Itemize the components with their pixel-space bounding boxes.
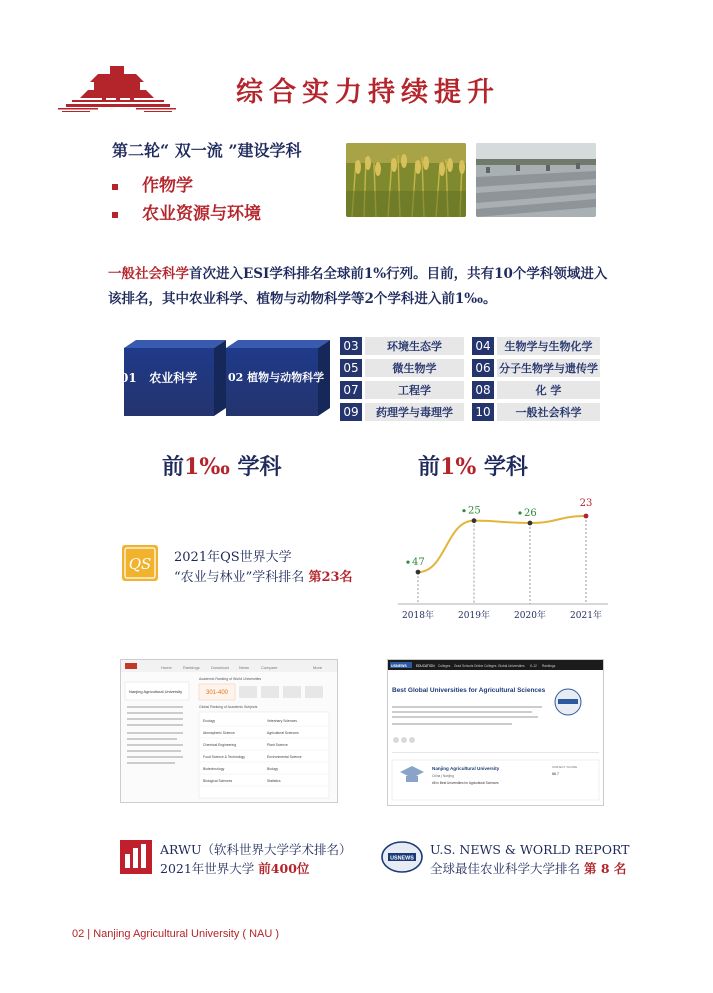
bullet-icon (112, 212, 118, 218)
double-first-class-heading: 第二轮“ 双一流 ”建设学科 (112, 141, 302, 160)
label-suffix: 学科 (476, 454, 528, 480)
usnews-heading: Best Global Universities for Agricultural Sciences (392, 687, 546, 694)
usnews-nav-item: EDUCATION (416, 664, 435, 668)
university-gate-logo (58, 60, 176, 114)
arwu-subject-heading: Global Ranking of Academic Subjects (199, 705, 258, 709)
top-permille-item (228, 369, 324, 385)
usnews-rank: 第 8 名 (584, 861, 627, 876)
usnews-line2-text: 全球最佳农业科学大学排名 (430, 861, 581, 876)
arwu-subject: Plant Science (267, 743, 288, 747)
label-suffix: 学科 (229, 454, 282, 480)
usnews-entry-rank: #8 in Best Universities for Agricultural Sciences (432, 781, 499, 785)
arwu-subject: Food Science & Technology (203, 755, 245, 759)
arwu-subject: Atmospheric Science (203, 731, 235, 735)
qs-logo (122, 545, 158, 581)
arwu-tab: More (313, 665, 323, 670)
label-marker (406, 561, 409, 564)
qs-line2 (174, 568, 353, 588)
item-number: 01 (120, 371, 137, 385)
usnews-nav-item: K-12 (530, 664, 537, 668)
usnews-brand: USNEWS (391, 664, 407, 668)
data-label: 26 (524, 508, 537, 520)
data-point (584, 514, 589, 519)
qs-line1: 2021年QS世界大学 (174, 550, 292, 565)
arwu-line1: ARWU（软科世界大学学术排名） (160, 842, 352, 857)
x-tick-label: 2019年 (458, 611, 490, 621)
qs-ranking-text (174, 548, 353, 588)
item-number: 07 (340, 381, 362, 399)
data-point (528, 521, 533, 526)
data-label: 23 (579, 498, 593, 509)
label-number: 1‰ (184, 454, 230, 480)
research-facility-photo (476, 143, 596, 217)
item-number: 04 (472, 337, 494, 355)
usnews-entry-name: Nanjing Agricultural University (432, 766, 500, 771)
top-percent-item (472, 337, 600, 355)
usnews-nav-item: Global Universities (498, 664, 525, 668)
usnews-ranking-text (430, 840, 630, 878)
arwu-screenshot-image (121, 660, 337, 802)
qs-logo-mark (122, 545, 158, 581)
qs-rank-line-chart (388, 492, 618, 626)
arwu-subject: Biotechnology (203, 767, 225, 771)
discipline-name: 农业资源与环境 (142, 204, 261, 224)
item-number: 09 (340, 403, 362, 421)
arwu-tab: Rankings (183, 665, 200, 670)
arwu-subject: Ecology (203, 719, 216, 723)
label-prefix: 前 (162, 454, 185, 480)
x-tick-label: 2020年 (514, 611, 546, 621)
discipline-name: 作物学 (142, 176, 193, 196)
label-number: 1% (440, 454, 477, 480)
usnews-score: 86.7 (552, 772, 559, 776)
arwu-subject: Biological Sciences (203, 779, 233, 783)
label-marker (518, 511, 521, 514)
usnews-score-label: SUBJECT SCORE (552, 765, 578, 769)
arwu-subject: Environmental Science (267, 755, 302, 759)
top-percent-item (340, 337, 464, 355)
page-title: 综合实力持续提升 (236, 77, 500, 108)
x-tick-label: 2021年 (570, 611, 602, 621)
top-percent-item (340, 403, 464, 421)
chart-grid (398, 516, 608, 604)
arwu-logo (120, 840, 152, 874)
x-tick-label: 2018年 (402, 611, 434, 621)
arwu-line2-text: 2021年世界大学 (160, 861, 255, 876)
top-percent-item (472, 381, 600, 399)
arwu-subject: Statistics (267, 779, 281, 783)
item-name: 药理学与毒理学 (365, 403, 464, 421)
usnews-line1: U.S. NEWS & WORLD REPORT (430, 842, 630, 857)
esi-lead: 一般社会科学 (108, 266, 189, 282)
usnews-entry-location: China | Nanjing (432, 774, 454, 778)
item-number: 06 (472, 359, 494, 377)
arwu-subject: Veterinary Sciences (267, 719, 297, 723)
top-permille-label (162, 450, 281, 481)
usnews-line2 (430, 859, 630, 878)
data-label: 25 (468, 505, 481, 517)
qs-line2-text: “农业与林业”学科排名 (174, 570, 305, 585)
arwu-tab: News (239, 665, 250, 670)
item-number: 05 (340, 359, 362, 377)
usnews-badge-logo (380, 840, 424, 874)
arwu-rank-caption: Academic Ranking of World Universities (199, 677, 262, 681)
top-permille-item (120, 369, 197, 386)
arwu-rank: 前400位 (258, 861, 310, 876)
arwu-tab: Compare (261, 665, 278, 670)
item-name: 微生物学 (365, 359, 464, 377)
data-point (472, 518, 477, 523)
discipline-bullet (112, 199, 261, 224)
usnews-ranking-screenshot (387, 659, 604, 806)
arwu-line2 (160, 859, 352, 878)
discipline-bullet (112, 171, 193, 196)
item-name: 工程学 (365, 381, 464, 399)
top-percent-label (418, 450, 528, 481)
label-marker (462, 509, 465, 512)
arwu-rank-range: 301-400 (206, 690, 229, 696)
usnews-nav-item: Online Colleges (474, 664, 497, 668)
item-name: 植物与动物科学 (247, 371, 325, 384)
rice-field-photo (346, 143, 466, 217)
bullet-icon (112, 184, 118, 190)
arwu-tab: Download (211, 665, 229, 670)
page-footer: 02 | Nanjing Agricultural University ( NAU ) (72, 928, 280, 940)
item-name: 一般社会科学 (497, 403, 600, 421)
arwu-subject: Biology (267, 767, 279, 771)
data-label: 47 (412, 557, 425, 569)
item-name: 农业科学 (149, 371, 198, 385)
series-line (418, 516, 586, 572)
item-number: 03 (340, 337, 362, 355)
arwu-subject: Chemical Engineering (203, 743, 237, 747)
top-percent-item (340, 359, 464, 377)
usnews-nav-item: Grad Schools (454, 664, 474, 668)
esi-text: 首次进入ESI学科排名全球前1%行列。目前，共有10个学科领域进入该排名，其中农业科学、植物与动物科学等2个学科进入前1‰。 (108, 266, 608, 307)
arwu-tab: Home (161, 665, 172, 670)
arwu-ranking-text (160, 840, 352, 878)
usnews-badge-text: USNEWS (390, 855, 414, 862)
arwu-university-name: Nanjing Agricultural University (129, 689, 183, 694)
item-number: 08 (472, 381, 494, 399)
qs-rank: 第23名 (308, 570, 353, 585)
item-name: 环境生态学 (365, 337, 464, 355)
top-percent-item (472, 403, 600, 421)
usnews-nav-item: Colleges (438, 664, 451, 668)
item-name: 生物学与生物化学 (497, 337, 600, 355)
item-name: 分子生物学与遗传学 (497, 359, 600, 377)
data-point (416, 570, 421, 575)
usnews-screenshot-image (388, 660, 603, 805)
usnews-nav-item: Rankings (542, 664, 556, 668)
esi-paragraph (108, 262, 608, 312)
label-prefix: 前 (418, 454, 441, 480)
top-percent-item (472, 359, 600, 377)
arwu-subject: Agricultural Sciences (267, 731, 299, 735)
top-percent-item (340, 381, 464, 399)
item-name: 化 学 (497, 381, 600, 399)
item-number: 10 (472, 403, 494, 421)
arwu-ranking-screenshot (120, 659, 338, 803)
qs-logo-text: QS (128, 555, 152, 573)
item-number: 02 (228, 371, 244, 384)
